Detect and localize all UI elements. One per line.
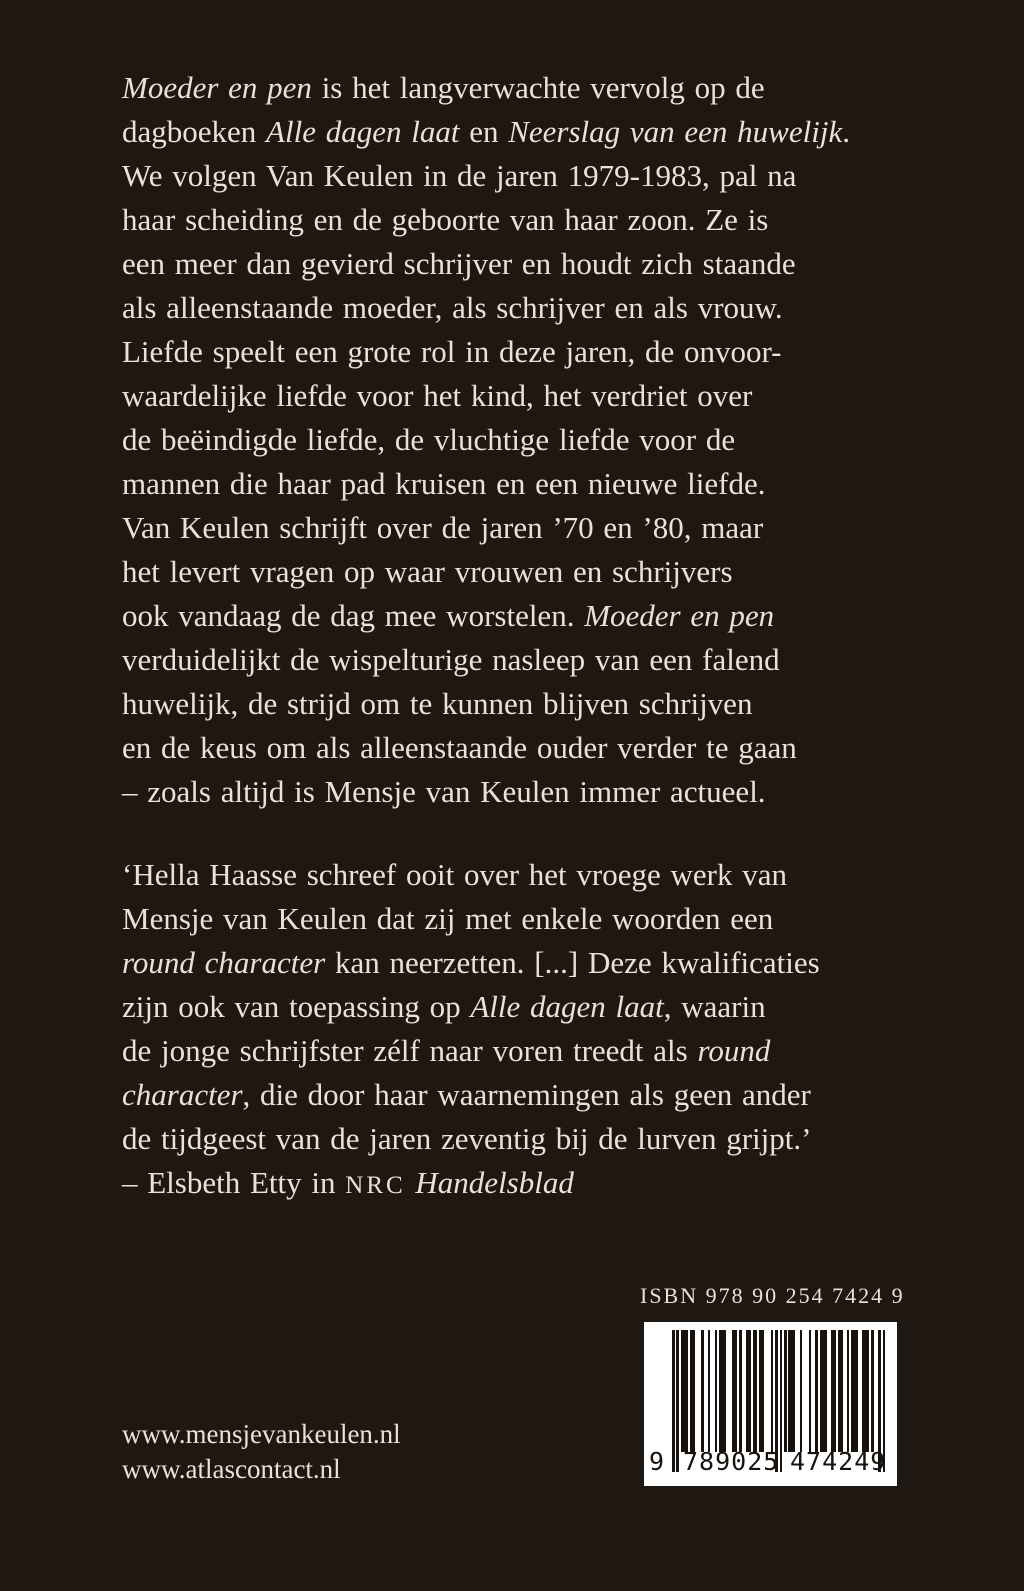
website-links	[122, 1417, 401, 1487]
text-line: waardelijke liefde voor het kind, het verdriet over	[122, 378, 753, 413]
text-line: ook vandaag de dag mee worstelen. Moeder en pen	[122, 598, 775, 633]
barcode	[644, 1322, 897, 1486]
text-line: verduidelijkt de wispelturige nasleep van een falend	[122, 642, 780, 677]
text-line: haar scheiding en de geboorte van haar zoon. Ze is	[122, 202, 769, 237]
text-line: en de keus om als alleenstaande ouder verder te gaan	[122, 730, 797, 765]
text-line: een meer dan gevierd schrijver en houdt zich staande	[122, 246, 796, 281]
text-line: Moeder en pen is het langverwachte vervolg op de	[122, 70, 765, 105]
text-line: Van Keulen schrijft over de jaren ’70 en ’80, maar	[122, 510, 764, 545]
website-url-mensjevankeulen: www.mensjevankeulen.nl	[122, 1419, 401, 1449]
text-line: huwelijk, de strijd om te kunnen blijven schrijven	[122, 686, 753, 721]
text-line: We volgen Van Keulen in de jaren 1979-1983, pal na	[122, 158, 797, 193]
text-line: dagboeken Alle dagen laat en Neerslag van een huwelijk.	[122, 114, 850, 149]
text-line: mannen die haar pad kruisen en een nieuwe liefde.	[122, 466, 766, 501]
isbn-label: ISBN 978 90 254 7424 9	[640, 1283, 905, 1308]
text-line: Mensje van Keulen dat zij met enkele woorden een	[122, 901, 774, 936]
synopsis-paragraph	[122, 66, 902, 814]
barcode-first-digit: 9	[649, 1447, 666, 1476]
review-quote-paragraph	[122, 853, 902, 1205]
text-line: het levert vragen op waar vrouwen en schrijvers	[122, 554, 733, 589]
barcode-right-digits: 474249	[790, 1447, 887, 1476]
text-line: Liefde speelt een grote rol in deze jaren, de onvoor-	[122, 334, 782, 369]
text-line: de jonge schrijfster zélf naar voren treedt als round	[122, 1033, 771, 1068]
text-line: – zoals altijd is Mensje van Keulen immer actueel.	[122, 774, 766, 809]
text-line: als alleenstaande moeder, als schrijver en als vrouw.	[122, 290, 783, 325]
text-line: – Elsbeth Etty in NRC Handelsblad	[122, 1165, 574, 1200]
website-url-atlascontact: www.atlascontact.nl	[122, 1454, 341, 1484]
text-line: de beëindigde liefde, de vluchtige liefde voor de	[122, 422, 736, 457]
text-line: round character kan neerzetten. [...] Deze kwalificaties	[122, 945, 820, 980]
text-line: de tijdgeest van de jaren zeventig bij de lurven grijpt.’	[122, 1121, 812, 1156]
text-line: ‘Hella Haasse schreef ooit over het vroege werk van	[122, 857, 787, 892]
text-line: character, die door haar waarnemingen als geen ander	[122, 1077, 811, 1112]
barcode-left-digits: 789025	[683, 1447, 780, 1476]
text-line: zijn ook van toepassing op Alle dagen laat, waarin	[122, 989, 766, 1024]
